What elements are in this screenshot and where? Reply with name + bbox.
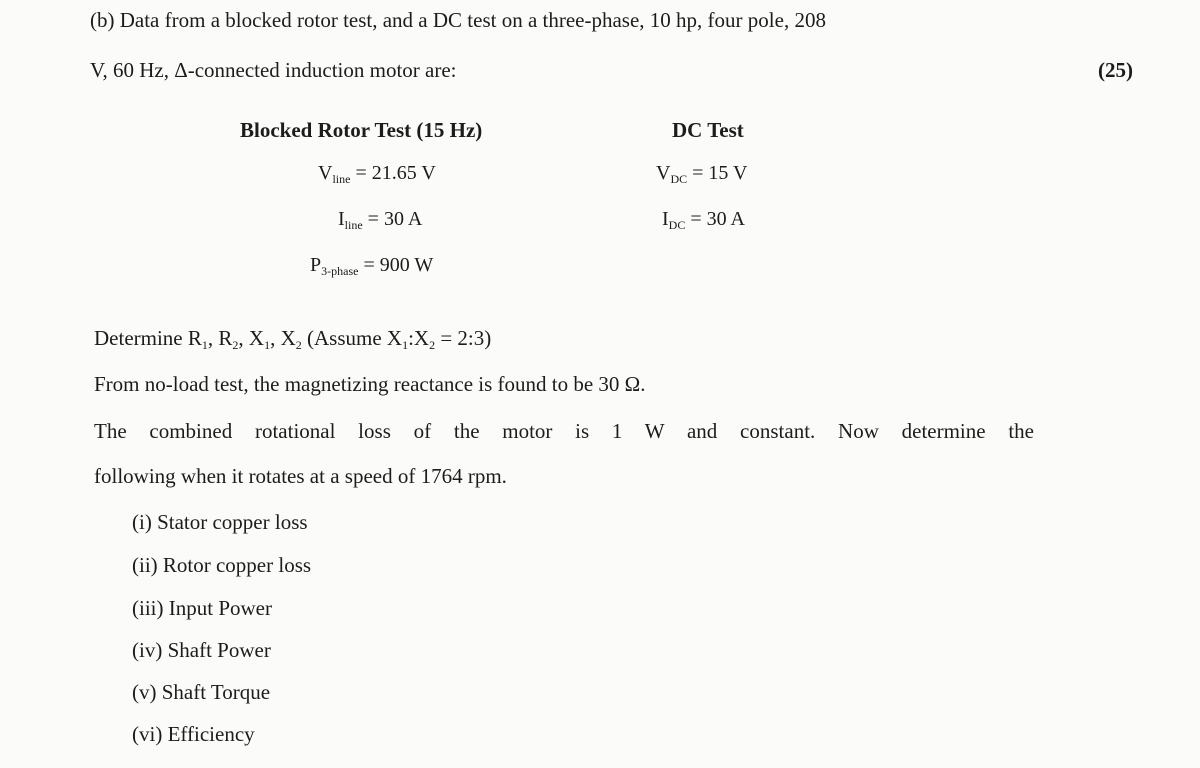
- question-text-line-1: (b) Data from a blocked rotor test, and a DC test on a three-phase, 10 hp, four pole, 208: [90, 8, 826, 32]
- marks-label: (25): [1098, 58, 1133, 82]
- blocked-rotor-heading: Blocked Rotor Test (15 Hz): [240, 118, 483, 142]
- list-item-shaft-torque: (v) Shaft Torque: [132, 680, 271, 704]
- noload-line: From no-load test, the magnetizing reactance is found to be 30 Ω.: [94, 372, 646, 396]
- blocked-rotor-power: [310, 254, 433, 277]
- dc-voltage-subscript: DC: [670, 172, 688, 186]
- voltage-value: = 21.65 V: [355, 162, 436, 184]
- current-subscript: line: [344, 218, 363, 232]
- blocked-rotor-voltage: [318, 162, 436, 185]
- dc-voltage-symbol: V: [656, 162, 671, 184]
- voltage-subscript: line: [332, 172, 351, 186]
- list-item-input-power: (iii) Input Power: [132, 596, 272, 620]
- dc-current-value: = 30 A: [690, 208, 745, 230]
- current-value: = 30 A: [367, 208, 423, 230]
- current-symbol: I: [338, 208, 345, 230]
- rotational-loss-line-1: The combined rotational loss of the motor is 1 W and constant. Now determine the: [94, 419, 1034, 443]
- dc-voltage: [656, 162, 748, 185]
- blocked-rotor-current: [338, 208, 422, 231]
- rotational-loss-line-2: following when it rotates at a speed of 1764 rpm.: [94, 464, 507, 488]
- list-item-rotor-copper-loss: (ii) Rotor copper loss: [132, 553, 312, 577]
- determine-line: Determine $R_1$, $R_2$, $X_1$, $X_2$ (Assume $X_1:X_2$ = 2:3): [94, 326, 492, 352]
- power-value: = 900 W: [363, 254, 434, 276]
- dc-current-symbol: I: [662, 208, 669, 230]
- question-text-line-2: V, 60 Hz, Δ-connected induction motor are:: [90, 58, 457, 82]
- voltage-symbol: V: [318, 162, 333, 184]
- power-symbol: P: [310, 254, 322, 276]
- list-item-efficiency: (vi) Efficiency: [132, 722, 255, 746]
- list-item-shaft-power: (iv) Shaft Power: [132, 638, 271, 662]
- dc-current-subscript: DC: [668, 218, 686, 232]
- dc-voltage-value: = 15 V: [692, 162, 748, 184]
- list-item-stator-copper-loss: (i) Stator copper loss: [132, 510, 308, 534]
- dc-test-heading: DC Test: [672, 118, 744, 142]
- dc-current: [662, 208, 745, 231]
- power-subscript: 3-phase: [321, 264, 359, 278]
